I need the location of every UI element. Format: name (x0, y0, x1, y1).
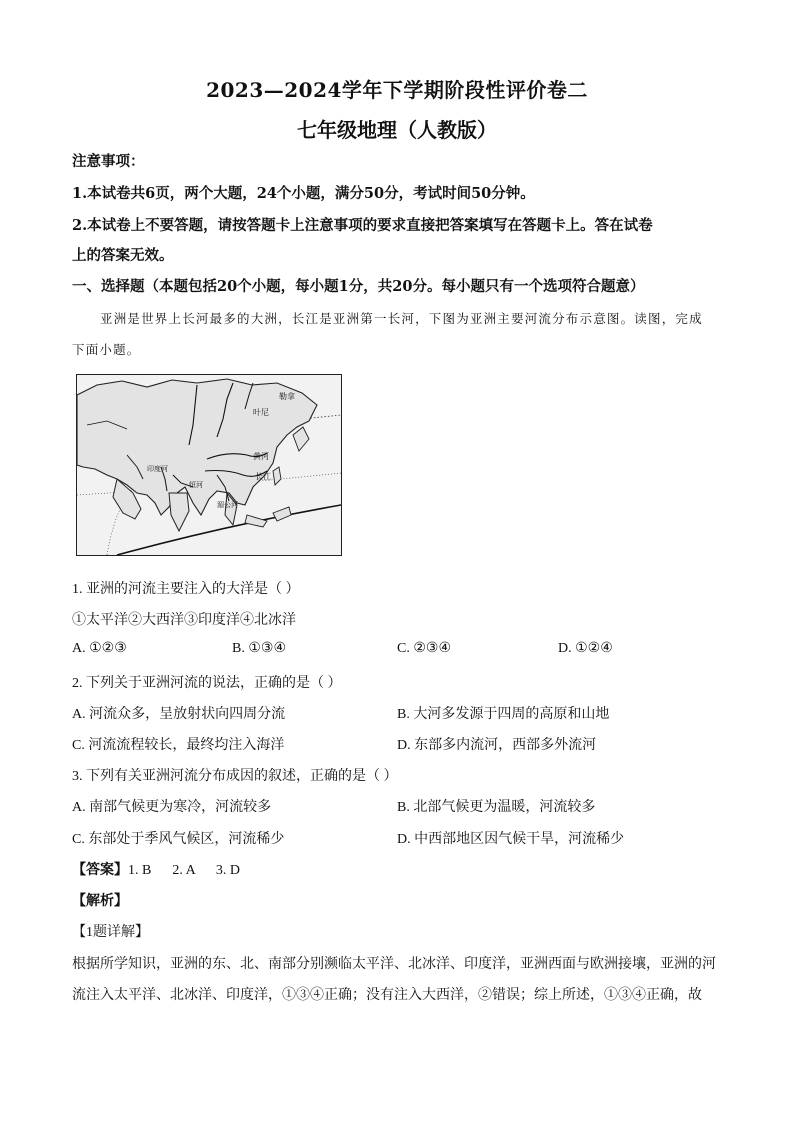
question-2-option-a: A. 河流众多，呈放射状向四周分流 (72, 707, 286, 722)
section-heading: 一、选择题（本题包括20个小题，每小题1分，共20分。每小题只有一个选项符合题意） (72, 278, 645, 295)
answer-tag: 【答案】 (72, 863, 128, 878)
exam-subtitle: 七年级地理（人教版） (297, 118, 497, 142)
intro-line-1: 亚洲是世界上长河最多的大洲，长江是亚洲第一长河，下图为亚洲主要河流分布示意图。读图，完成 (100, 311, 703, 326)
question-3-option-c: C. 东部处于季风气候区，河流稀少 (72, 832, 285, 847)
asia-river-map-drawing (77, 375, 341, 555)
question-1-stem: 1. 亚洲的河流主要注入的大洋是（ ） (72, 582, 300, 597)
map-label-ganges: 恒河 (189, 481, 203, 489)
notice-item-2-line-1: 2.本试卷上不要答题，请按答题卡上注意事项的要求直接把答案填写在答题卡上。答在试卷 (72, 217, 653, 234)
map-label-indus: 印度河 (147, 465, 168, 473)
question-3-option-d: D. 中西部地区因气候干旱，河流稀少 (397, 832, 625, 847)
question-2-option-c: C. 河流流程较长，最终均注入海洋 (72, 738, 285, 753)
question-1-option-a: A. ①②③ (72, 641, 127, 656)
detail-tag: 【1题详解】 (72, 925, 149, 940)
question-3-stem: 3. 下列有关亚洲河流分布成因的叙述，正确的是（ ） (72, 769, 398, 784)
answer-row (72, 859, 240, 879)
notice-item-1: 1.本试卷共6页，两个大题，24个小题，满分50分，考试时间50分钟。 (72, 185, 535, 202)
question-2-stem: 2. 下列关于亚洲河流的说法，正确的是（ ） (72, 676, 342, 691)
question-1-option-d: D. ①②④ (558, 641, 613, 656)
question-3-option-a: A. 南部气候更为寒冷，河流较多 (72, 800, 272, 815)
notice-heading: 注意事项： (72, 153, 145, 170)
asia-river-map (76, 374, 342, 556)
notice-item-2-line-2: 上的答案无效。 (72, 247, 174, 264)
map-label-huanghe: 黄河 (253, 452, 269, 461)
map-label-changjiang: 长江 (255, 472, 271, 481)
map-label-mekong: 湄公河 (217, 501, 238, 509)
question-1-option-b: B. ①③④ (232, 641, 286, 656)
question-3-option-b: B. 北部气候更为温暖，河流较多 (397, 800, 596, 815)
question-2-option-b: B. 大河多发源于四周的高原和山地 (397, 707, 610, 722)
map-label-lena: 勒拿 (279, 392, 295, 401)
answer-values: 1. B 2. A 3. D (128, 863, 241, 878)
question-2-option-d: D. 东部多内流河，西部多外流河 (397, 738, 597, 753)
map-label-yenisei: 叶尼 (253, 408, 269, 417)
analysis-line-1: 根据所学知识，亚洲的东、北、南部分别濒临太平洋、北冰洋、印度洋，亚洲西面与欧洲接壤，亚洲的河 (72, 957, 716, 972)
question-1-option-c: C. ②③④ (397, 641, 451, 656)
question-1-extra: ①太平洋②大西洋③印度洋④北冰洋 (72, 613, 296, 628)
exam-title: 2023—2024学年下学期阶段性评价卷二 (206, 78, 588, 102)
analysis-line-2: 流注入太平洋、北冰洋、印度洋，①③④正确；没有注入大西洋，②错误；综上所述，①③④正确，故 (72, 988, 702, 1003)
analysis-tag: 【解析】 (72, 894, 128, 909)
intro-line-2: 下面小题。 (72, 342, 141, 357)
